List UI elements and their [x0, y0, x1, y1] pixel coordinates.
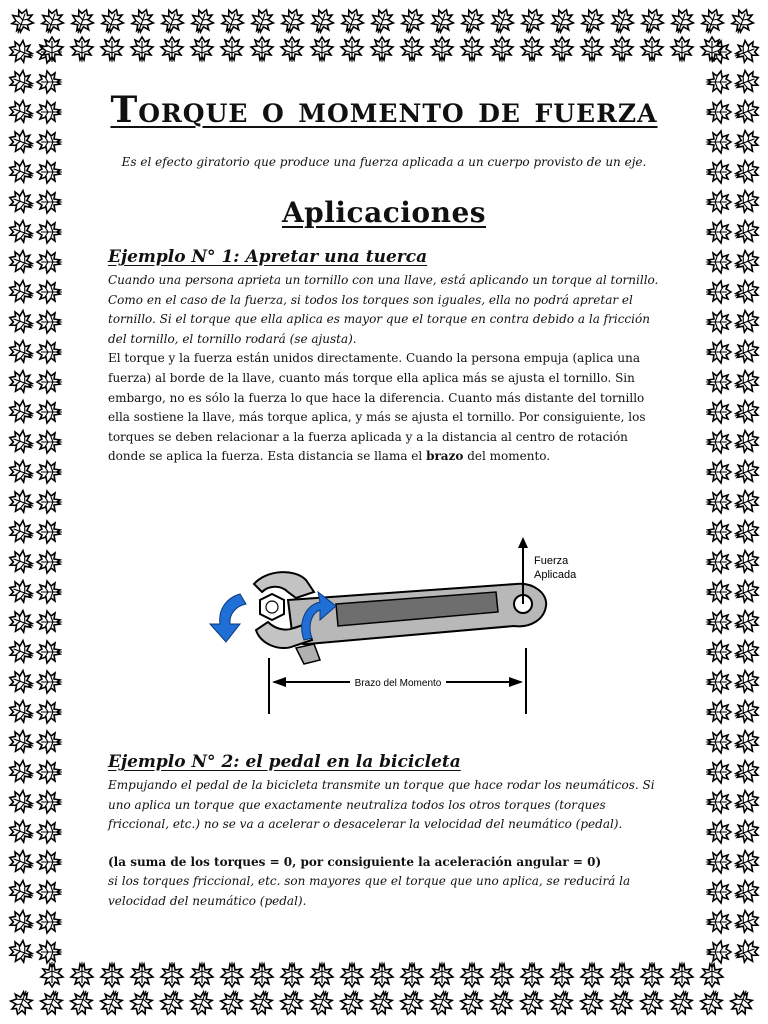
leaf-ornament-icon: [731, 247, 762, 276]
leaf-ornament-icon: [37, 371, 62, 393]
leaf-ornament-icon: [731, 397, 762, 426]
leaf-ornament-icon: [706, 581, 731, 603]
leaf-ornament-icon: [728, 6, 757, 37]
leaf-ornament-icon: [706, 521, 731, 543]
leaf-ornament-icon: [37, 281, 62, 303]
leaf-ornament-icon: [37, 821, 62, 843]
leaf-ornament-icon: [731, 217, 762, 246]
leaf-ornament-icon: [37, 611, 62, 633]
leaf-ornament-icon: [547, 987, 576, 1018]
leaf-ornament-icon: [731, 727, 762, 756]
leaf-ornament-icon: [731, 127, 762, 156]
leaf-ornament-icon: [487, 987, 516, 1018]
force-label-line1: Fuerza: [534, 555, 569, 567]
leaf-ornament-icon: [401, 962, 423, 987]
leaf-ornament-icon: [706, 431, 731, 453]
leaf-ornament-icon: [71, 37, 93, 62]
leaf-ornament-icon: [248, 6, 277, 37]
leaf-ornament-icon: [6, 157, 37, 186]
leaf-ornament-icon: [698, 6, 727, 37]
leaf-ornament-icon: [671, 37, 693, 62]
leaf-ornament-icon: [638, 6, 667, 37]
leaf-ornament-icon: [548, 6, 577, 37]
leaf-ornament-icon: [6, 367, 37, 396]
leaf-ornament-icon: [731, 367, 762, 396]
leaf-ornament-icon: [491, 962, 513, 987]
leaf-ornament-icon: [6, 457, 37, 486]
leaf-ornament-icon: [247, 987, 276, 1018]
page-title: Torque o momento de fuerza: [110, 89, 658, 131]
leaf-ornament-icon: [6, 247, 37, 276]
leaf-ornament-icon: [6, 787, 37, 816]
leaf-ornament-icon: [457, 987, 486, 1018]
leaf-ornament-icon: [731, 817, 762, 846]
leaf-ornament-icon: [6, 697, 37, 726]
leaf-ornament-icon: [191, 37, 213, 62]
leaf-ornament-icon: [251, 37, 273, 62]
leaf-ornament-icon: [727, 987, 756, 1018]
page-content: [108, 78, 660, 467]
leaf-ornament-icon: [68, 6, 97, 37]
leaf-ornament-icon: [37, 671, 62, 693]
leaf-ornament-icon: [611, 37, 633, 62]
leaf-ornament-icon: [6, 907, 37, 936]
leaf-ornament-icon: [731, 877, 762, 906]
leaf-ornament-icon: [367, 987, 396, 1018]
leaf-ornament-icon: [706, 941, 731, 963]
leaf-ornament-icon: [307, 987, 336, 1018]
leaf-ornament-icon: [217, 987, 246, 1018]
leaf-ornament-icon: [368, 6, 397, 37]
leaf-ornament-icon: [311, 37, 333, 62]
leaf-ornament-icon: [37, 131, 62, 153]
example2-text-2: si los torques friccional, etc. son mayores que el torque que uno aplica, se reducirá la velocidad del neumático (pedal).: [108, 874, 631, 908]
leaf-ornament-icon: [6, 337, 37, 366]
leaf-ornament-icon: [6, 217, 37, 246]
leaf-ornament-icon: [161, 962, 183, 987]
leaf-ornament-icon: [6, 487, 37, 516]
spacer: [108, 835, 660, 853]
leaf-ornament-icon: [131, 37, 153, 62]
leaf-ornament-icon: [37, 71, 62, 93]
leaf-ornament-icon: [667, 987, 696, 1018]
leaf-ornament-icon: [187, 987, 216, 1018]
leaf-ornament-icon: [7, 987, 36, 1018]
leaf-ornament-icon: [221, 37, 243, 62]
leaf-ornament-icon: [706, 881, 731, 903]
leaf-ornament-icon: [731, 937, 762, 966]
example2-bold-line: (la suma de los torques = 0, por consiguiente la aceleración angular = 0): [108, 854, 602, 869]
leaf-ornament-icon: [127, 987, 156, 1018]
leaf-ornament-icon: [706, 131, 731, 153]
nut-icon: [260, 594, 284, 620]
leaf-ornament-icon: [731, 637, 762, 666]
leaf-ornament-icon: [706, 251, 731, 273]
leaf-ornament-icon: [731, 697, 762, 726]
leaf-ornament-icon: [37, 461, 62, 483]
leaf-ornament-icon: [131, 962, 153, 987]
leaf-ornament-icon: [731, 907, 762, 936]
leaf-ornament-icon: [671, 962, 693, 987]
leaf-ornament-icon: [6, 757, 37, 786]
leaf-ornament-icon: [41, 962, 63, 987]
example2-paragraph-3: [108, 872, 660, 911]
leaf-ornament-icon: [6, 547, 37, 576]
leaf-ornament-icon: [6, 187, 37, 216]
leaf-ornament-icon: [37, 911, 62, 933]
leaf-ornament-icon: [431, 37, 453, 62]
leaf-ornament-icon: [38, 6, 67, 37]
leaf-ornament-icon: [461, 962, 483, 987]
leaf-ornament-icon: [278, 6, 307, 37]
leaf-ornament-icon: [6, 517, 37, 546]
leaf-ornament-icon: [706, 791, 731, 813]
leaf-ornament-icon: [706, 761, 731, 783]
example2-text-1: Empujando el pedal de la bicicleta transmite un torque que hace rodar los neumáticos. Si uno aplica un torque que exactamente neutraliza todos los otros torques (torques friccional, etc.) no se va a acelerar o desacelerar la velocidad del neumático (pedal).: [108, 778, 655, 832]
leaf-ornament-icon: [608, 6, 637, 37]
leaf-ornament-icon: [641, 37, 663, 62]
leaf-ornament-icon: [706, 371, 731, 393]
leaf-ornament-icon: [251, 962, 273, 987]
leaf-ornament-icon: [706, 911, 731, 933]
leaf-ornament-icon: [188, 6, 217, 37]
leaf-ornament-icon: [67, 987, 96, 1018]
example2-paragraph-1: [108, 776, 660, 835]
leaf-ornament-icon: [6, 397, 37, 426]
leaf-ornament-icon: [161, 37, 183, 62]
leaf-ornament-icon: [37, 101, 62, 123]
leaf-ornament-icon: [706, 161, 731, 183]
leaf-ornament-icon: [521, 37, 543, 62]
leaf-ornament-icon: [37, 941, 62, 963]
leaf-ornament-icon: [101, 962, 123, 987]
leaf-ornament-icon: [701, 962, 723, 987]
leaf-ornament-icon: [37, 987, 66, 1018]
leaf-ornament-icon: [277, 987, 306, 1018]
leaf-ornament-icon: [706, 281, 731, 303]
leaf-ornament-icon: [37, 491, 62, 513]
leaf-ornament-icon: [338, 6, 367, 37]
leaf-ornament-icon: [6, 937, 37, 966]
leaf-ornament-icon: [158, 6, 187, 37]
leaf-ornament-icon: [731, 517, 762, 546]
leaf-ornament-icon: [37, 851, 62, 873]
leaf-ornament-icon: [101, 37, 123, 62]
leaf-ornament-icon: [731, 847, 762, 876]
leaf-ornament-icon: [37, 731, 62, 753]
leaf-ornament-icon: [6, 127, 37, 156]
leaf-ornament-icon: [337, 987, 366, 1018]
example2-title: Ejemplo N° 2: el pedal en la bicicleta: [108, 752, 461, 772]
leaf-ornament-icon: [37, 431, 62, 453]
leaf-ornament-icon: [706, 101, 731, 123]
leaf-ornament-icon: [6, 817, 37, 846]
leaf-ornament-icon: [431, 962, 453, 987]
leaf-ornament-icon: [221, 962, 243, 987]
leaf-ornament-icon: [37, 161, 62, 183]
leaf-ornament-icon: [6, 277, 37, 306]
force-label-line2: Aplicada: [534, 569, 577, 581]
leaf-ornament-icon: [401, 37, 423, 62]
leaf-ornament-icon: [706, 551, 731, 573]
leaf-ornament-icon: [37, 761, 62, 783]
leaf-ornament-icon: [731, 67, 762, 96]
leaf-ornament-icon: [581, 37, 603, 62]
leaf-ornament-icon: [6, 877, 37, 906]
bold-term: brazo: [426, 449, 464, 464]
leaf-ornament-icon: [706, 341, 731, 363]
leaf-ornament-icon: [706, 641, 731, 663]
leaf-ornament-icon: [706, 821, 731, 843]
leaf-ornament-icon: [521, 962, 543, 987]
leaf-ornament-icon: [731, 787, 762, 816]
leaf-ornament-icon: [397, 987, 426, 1018]
moment-arm-label: Brazo del Momento: [354, 678, 442, 689]
leaf-ornament-icon: [6, 637, 37, 666]
leaf-ornament-icon: [37, 521, 62, 543]
leaf-ornament-icon: [731, 337, 762, 366]
example1-text-1: Cuando una persona aprieta un tornillo con una llave, está aplicando un torque al tornillo. Como en el caso de la fuerza, si todos los torques son iguales, ella no podrá apretar el tornillo. Si el torque que ella aplica es mayor que el torque en contra debido a la fricción del tornillo, el tornillo rodará (se ajusta).: [108, 273, 659, 346]
leaf-ornament-icon: [581, 962, 603, 987]
section-heading: Aplicaciones: [281, 196, 487, 229]
example1-paragraph-1: [108, 271, 660, 349]
leaf-ornament-icon: [37, 341, 62, 363]
leaf-ornament-icon: [37, 311, 62, 333]
leaf-ornament-icon: [6, 847, 37, 876]
leaf-ornament-icon: [398, 6, 427, 37]
leaf-ornament-icon: [371, 37, 393, 62]
example1-title: Ejemplo N° 1: Apretar una tuerca: [108, 247, 428, 267]
leaf-ornament-icon: [731, 37, 762, 66]
leaf-ornament-icon: [611, 962, 633, 987]
leaf-ornament-icon: [157, 987, 186, 1018]
leaf-ornament-icon: [6, 307, 37, 336]
leaf-ornament-icon: [706, 491, 731, 513]
leaf-ornament-icon: [731, 277, 762, 306]
leaf-ornament-icon: [98, 6, 127, 37]
example2-paragraph-2: [108, 853, 660, 873]
example2-section: [108, 752, 660, 912]
leaf-ornament-icon: [731, 187, 762, 216]
leaf-ornament-icon: [731, 607, 762, 636]
leaf-ornament-icon: [706, 221, 731, 243]
leaf-ornament-icon: [551, 37, 573, 62]
leaf-ornament-icon: [731, 667, 762, 696]
leaf-ornament-icon: [607, 987, 636, 1018]
leaf-ornament-icon: [578, 6, 607, 37]
leaf-ornament-icon: [706, 461, 731, 483]
leaf-ornament-icon: [731, 577, 762, 606]
leaf-ornament-icon: [37, 581, 62, 603]
leaf-ornament-icon: [71, 962, 93, 987]
leaf-ornament-icon: [6, 727, 37, 756]
leaf-ornament-icon: [731, 487, 762, 516]
leaf-ornament-icon: [697, 987, 726, 1018]
leaf-ornament-icon: [341, 962, 363, 987]
leaf-ornament-icon: [37, 641, 62, 663]
leaf-ornament-icon: [281, 37, 303, 62]
example1-paragraph-2: [108, 349, 660, 467]
leaf-ornament-icon: [6, 67, 37, 96]
example1-text-2: El torque y la fuerza están unidos directamente. Cuando la persona empuja (aplica una fuerza) al borde de la llave, cuanto más torque ella aplica más se ajusta el tornillo. Sin embargo, no es sólo la fuerza lo que hace la diferencia. Cuanto más distante del tornillo ella sostiene la llave, más torque aplica, y más se ajusta el tornillo. Por consiguiente, los torques se deben relacionar a la fuerza aplicada y a la distancia al centro de rotación donde se aplica la fuerza. Esta distancia se llama el: [108, 351, 646, 464]
leaf-ornament-icon: [706, 671, 731, 693]
leaf-ornament-icon: [428, 6, 457, 37]
leaf-ornament-icon: [731, 97, 762, 126]
leaf-ornament-icon: [37, 701, 62, 723]
leaf-ornament-icon: [6, 427, 37, 456]
leaf-ornament-icon: [668, 6, 697, 37]
leaf-ornament-icon: [37, 551, 62, 573]
leaf-ornament-icon: [191, 962, 213, 987]
wrench-diagram: [196, 532, 577, 717]
leaf-ornament-icon: [706, 191, 731, 213]
leaf-ornament-icon: [281, 962, 303, 987]
leaf-ornament-icon: [641, 962, 663, 987]
leaf-ornament-icon: [731, 457, 762, 486]
leaf-ornament-icon: [128, 6, 157, 37]
leaf-ornament-icon: [491, 37, 513, 62]
leaf-ornament-icon: [518, 6, 547, 37]
leaf-ornament-icon: [37, 401, 62, 423]
leaf-ornament-icon: [37, 191, 62, 213]
example1-text-3: del momento.: [467, 449, 551, 464]
leaf-ornament-icon: [731, 307, 762, 336]
leaf-ornament-icon: [6, 667, 37, 696]
leaf-ornament-icon: [731, 157, 762, 186]
leaf-ornament-icon: [731, 427, 762, 456]
leaf-ornament-icon: [311, 962, 333, 987]
leaf-ornament-icon: [371, 962, 393, 987]
wrench-icon: [254, 572, 546, 664]
leaf-ornament-icon: [308, 6, 337, 37]
leaf-ornament-icon: [218, 6, 247, 37]
leaf-ornament-icon: [551, 962, 573, 987]
leaf-ornament-icon: [37, 881, 62, 903]
leaf-ornament-icon: [6, 577, 37, 606]
leaf-ornament-icon: [37, 251, 62, 273]
leaf-ornament-icon: [517, 987, 546, 1018]
leaf-ornament-icon: [6, 607, 37, 636]
leaf-ornament-icon: [37, 221, 62, 243]
leaf-ornament-icon: [458, 6, 487, 37]
leaf-ornament-icon: [637, 987, 666, 1018]
leaf-ornament-icon: [706, 71, 731, 93]
leaf-ornament-icon: [37, 791, 62, 813]
leaf-ornament-icon: [97, 987, 126, 1018]
leaf-ornament-icon: [731, 547, 762, 576]
leaf-ornament-icon: [706, 401, 731, 423]
leaf-ornament-icon: [706, 851, 731, 873]
leaf-ornament-icon: [706, 731, 731, 753]
leaf-ornament-icon: [6, 97, 37, 126]
leaf-ornament-icon: [8, 6, 37, 37]
leaf-ornament-icon: [427, 987, 456, 1018]
leaf-ornament-icon: [706, 311, 731, 333]
leaf-ornament-icon: [731, 757, 762, 786]
leaf-ornament-icon: [577, 987, 606, 1018]
intro-text: Es el efecto giratorio que produce una fuerza aplicada a un cuerpo provisto de un eje.: [121, 155, 647, 169]
leaf-ornament-icon: [488, 6, 517, 37]
leaf-ornament-icon: [461, 37, 483, 62]
leaf-ornament-icon: [706, 611, 731, 633]
leaf-ornament-icon: [341, 37, 363, 62]
leaf-ornament-icon: [706, 701, 731, 723]
leaf-ornament-icon: [6, 37, 37, 66]
